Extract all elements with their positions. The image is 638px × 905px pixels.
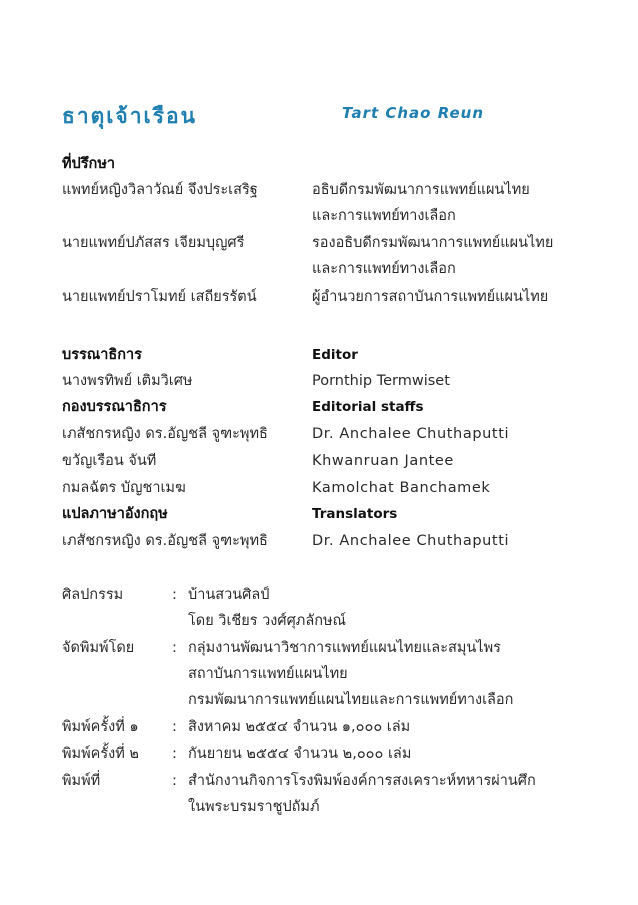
editor-name: นางพรทิพย์ เติมวิเศษ xyxy=(62,373,193,389)
staff-name-en: Khwanruan Jantee xyxy=(312,453,454,469)
advisor-role: อธิบดีกรมพัฒนาการแพทย์แผนไทย xyxy=(312,182,530,198)
advisor-role: ผู้อำนวยการสถาบันการแพทย์แผนไทย xyxy=(312,289,549,305)
staff-heading: กองบรรณาธิการ xyxy=(62,399,167,415)
editor-heading: บรรณาธิการ xyxy=(62,347,142,363)
advisor-role-cont: และการแพทย์ทางเลือก xyxy=(312,208,456,224)
separator: : xyxy=(172,719,177,735)
advisor-role-cont: และการแพทย์ทางเลือก xyxy=(312,261,456,277)
print2-label: พิมพ์ครั้งที่ ๒ xyxy=(62,746,139,762)
separator: : xyxy=(172,640,177,656)
advisor-role: รองอธิบดีกรมพัฒนาการแพทย์แผนไทย xyxy=(312,235,554,251)
artwork-value-cont: โดย วิเชียร วงศ์ศุภลักษณ์ xyxy=(188,613,347,629)
staff-heading-en: Editorial staffs xyxy=(312,399,424,415)
printer-value-cont: ในพระบรมราชูปถัมภ์ xyxy=(188,799,320,815)
print1-label: พิมพ์ครั้งที่ ๑ xyxy=(62,719,139,735)
staff-name: เภสัชกรหญิง ดร.อัญชลี จูฑะพุทธิ xyxy=(62,426,268,442)
publisher-label: จัดพิมพ์โดย xyxy=(62,640,135,656)
title-thai: ธาตุเจ้าเรือน xyxy=(62,104,197,128)
advisor-name: นายแพทย์ปราโมทย์ เสถียรรัตน์ xyxy=(62,289,257,305)
staff-name-en: Kamolchat Banchamek xyxy=(312,480,491,496)
advisor-name: นายแพทย์ปภัสสร เจียมบุญศรี xyxy=(62,235,245,251)
staff-name: กมลฉัตร บัญชาเมฆ xyxy=(62,480,186,496)
print1-value: สิงหาคม ๒๕๕๔ จำนวน ๑,๐๐๐ เล่ม xyxy=(188,719,411,735)
title-english: Tart Chao Reun xyxy=(342,104,485,122)
translators-heading: แปลภาษาอังกฤษ xyxy=(62,506,168,522)
separator: : xyxy=(172,587,177,603)
editor-heading-en: Editor xyxy=(312,347,358,363)
translator-name-en: Dr. Anchalee Chuthaputti xyxy=(312,533,510,549)
advisors-heading: ที่ปรึกษา xyxy=(62,156,116,172)
publisher-value-cont: กรมพัฒนาการแพทย์แผนไทยและการแพทย์ทางเลือก xyxy=(188,692,514,708)
advisor-name: แพทย์หญิงวิลาวัณย์ จึงประเสริฐ xyxy=(62,182,258,198)
staff-name: ขวัญเรือน จันที xyxy=(62,453,157,469)
staff-name-en: Dr. Anchalee Chuthaputti xyxy=(312,426,510,442)
artwork-value: บ้านสวนศิลป์ xyxy=(188,587,270,603)
translator-name: เภสัชกรหญิง ดร.อัญชลี จูฑะพุทธิ xyxy=(62,533,268,549)
editor-name-en: Pornthip Termwiset xyxy=(312,373,450,389)
publisher-value: กลุ่มงานพัฒนาวิชาการแพทย์แผนไทยและสมุนไพร xyxy=(188,640,501,656)
print2-value: กันยายน ๒๕๕๔ จำนวน ๒,๐๐๐ เล่ม xyxy=(188,746,412,762)
separator: : xyxy=(172,746,177,762)
separator: : xyxy=(172,773,177,789)
translators-heading-en: Translators xyxy=(312,506,398,522)
printer-value: สำนักงานกิจการโรงพิมพ์องค์การสงเคราะห์ทหารผ่านศึก xyxy=(188,773,536,789)
printer-label: พิมพ์ที่ xyxy=(62,773,101,789)
publisher-value-cont: สถาบันการแพทย์แผนไทย xyxy=(188,666,348,682)
artwork-label: ศิลปกรรม xyxy=(62,587,124,603)
